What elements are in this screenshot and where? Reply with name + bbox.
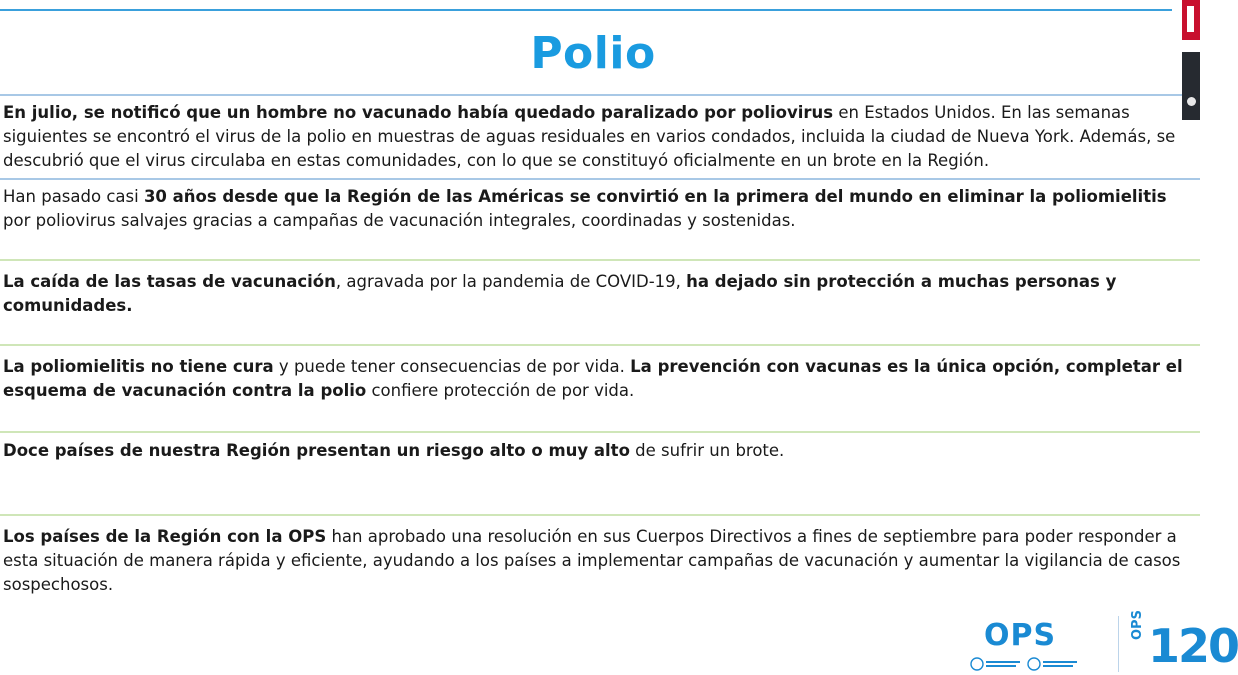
divider xyxy=(0,431,1200,433)
bold-text-run: ha dejado sin protección a muchas personas y comunidades. xyxy=(3,272,1117,315)
slide-title: Polio xyxy=(530,28,656,79)
text-run: y puede tener consecuencias de por vida. xyxy=(273,357,631,376)
text-run: Han pasado casi xyxy=(3,187,144,206)
paragraph-3 xyxy=(3,270,1193,318)
divider xyxy=(0,514,1200,516)
bold-text-run: La prevención con vacunas es la única opción, completar el esquema de vacunación contra la polio xyxy=(3,357,1183,400)
bold-text-run: La poliomielitis no tiene cura xyxy=(3,357,274,376)
text-run: de sufrir un brote. xyxy=(629,441,785,460)
text-run: confiere protección de por vida. xyxy=(366,381,635,400)
paragraph-2 xyxy=(3,185,1193,233)
ops-who-emblem-icon xyxy=(968,656,1108,672)
bold-text-run: La caída de las tasas de vacunación xyxy=(3,272,336,291)
bold-text-run: 30 años desde que la Región de las Américas se convirtió en la primera del mundo en eliminar la poliomielitis xyxy=(143,187,1167,206)
bold-text-run: Los países de la Región con la OPS xyxy=(3,527,327,546)
ops-logo: OPS xyxy=(984,618,1057,653)
ops-120-anniversary-logo: 120 xyxy=(1148,619,1238,673)
paragraph-1 xyxy=(3,101,1193,173)
divider xyxy=(0,259,1200,261)
text-run: han aprobado una resolución en sus Cuerpos Directivos a fines de septiembre para poder responder a esta situación de manera rápida y eficiente, ayudando a los países a implementar campañas de vacunación y aumentar la vigilancia de casos sospechosos. xyxy=(3,527,1181,594)
logo-separator xyxy=(1118,616,1119,672)
overlay-panel-fragment xyxy=(1182,52,1200,120)
paragraph-5 xyxy=(3,439,1193,463)
bold-text-run: Doce países de nuestra Región presentan un riesgo alto o muy alto xyxy=(3,441,630,460)
broadcaster-logo-fragment xyxy=(1182,0,1200,40)
divider xyxy=(0,94,1200,96)
divider xyxy=(0,344,1200,346)
ops-120-vertical-label: OPS xyxy=(1130,610,1145,640)
top-rule xyxy=(0,9,1172,11)
text-run: en Estados Unidos. En las semanas siguientes se encontró el virus de la polio en muestras de aguas residuales en varios condados, incluida la ciudad de Nueva York. Además, se descubrió que el virus circulaba en estas comunidades, con lo que se constituyó oficialmente en un brote en la Región. xyxy=(3,103,1176,170)
divider xyxy=(0,178,1200,180)
bold-text-run: En julio, se notificó que un hombre no vacunado había quedado paralizado por poliovirus xyxy=(3,103,834,122)
text-run: por poliovirus salvajes gracias a campañas de vacunación integrales, coordinadas y sostenidas. xyxy=(3,211,796,230)
text-run: , agravada por la pandemia de COVID-19, xyxy=(335,272,687,291)
paragraph-6 xyxy=(3,525,1193,597)
paragraph-4 xyxy=(3,355,1193,403)
